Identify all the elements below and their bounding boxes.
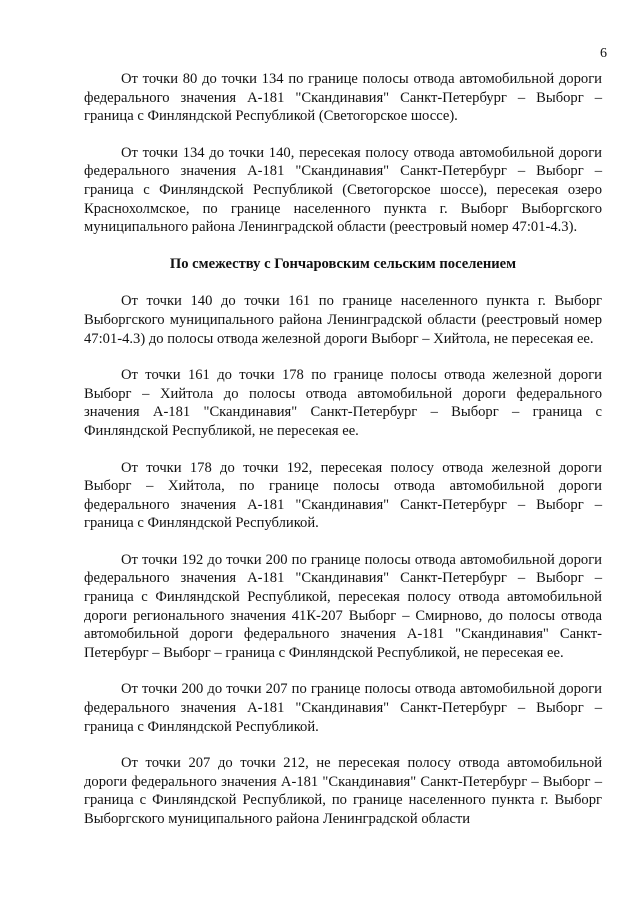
section-heading: По смежеству с Гончаровским сельским поселением [169, 255, 517, 272]
paragraph: От точки 192 до точки 200 по границе полосы отвода автомобильной дороги федерального значения А-181 "Скандинавия" Санкт-Петербург – Выборг – граница с Финляндской Республикой, пересекая полосу отвода автомобильной дороги регионального значения 41К-207 Выборг – Смирново, до полосы отвода автомобильной дороги федерального значения А-181 "Скандинавия" Санкт-Петербург – Выборг – граница с Финляндской Республикой, не пересекая ее. [84, 551, 602, 661]
document-body [84, 70, 602, 847]
paragraph: От точки 200 до точки 207 по границе полосы отвода автомобильной дороги федерального значения А-181 "Скандинавия" Санкт-Петербург – Выборг – граница с Финляндской Республикой. [84, 681, 602, 735]
paragraph: От точки 161 до точки 178 по границе полосы отвода железной дороги Выборг – Хийтола до полосы отвода автомобильной дороги федерального значения А-181 "Скандинавия" Санкт-Петербург – Выборг – граница с Финляндской Республикой, не пересекая ее. [84, 367, 602, 439]
paragraph: От точки 134 до точки 140, пересекая полосу отвода автомобильной дороги федерального значения А-181 "Скандинавия" Санкт-Петербург – Выборг – граница с Финляндской Республикой (Светогорское шоссе), пересекая озеро Краснохолмское, по границе населенного пункта г. Выборг Выборгского муниципального района Ленинградской области (реестровый номер 47:01-4.3). [84, 144, 602, 236]
paragraph: От точки 80 до точки 134 по границе полосы отвода автомобильной дороги федерального значения А-181 "Скандинавия" Санкт-Петербург – Выборг – граница с Финляндской Республикой (Светогорское шоссе). [84, 71, 602, 125]
paragraph: От точки 207 до точки 212, не пересекая полосу отвода автомобильной дороги федерального значения А-181 "Скандинавия" Санкт-Петербург – Выборг – граница с Финляндской Республикой, по границе населенного пункта г. Выборг Выборгского муниципального района Ленинградской области [84, 755, 602, 827]
page-number: 6 [600, 46, 607, 61]
paragraph: От точки 140 до точки 161 по границе населенного пункта г. Выборг Выборгского муниципального района Ленинградской области (реестровый номер 47:01-4.3) до полосы отвода железной дороги Выборг – Хийтола, не пересекая ее. [84, 293, 602, 347]
paragraph: От точки 178 до точки 192, пересекая полосу отвода железной дороги Выборг – Хийтола, по границе полосы отвода автомобильной дороги федерального значения А-181 "Скандинавия" Санкт-Петербург – Выборг – граница с Финляндской Республикой. [84, 459, 602, 532]
